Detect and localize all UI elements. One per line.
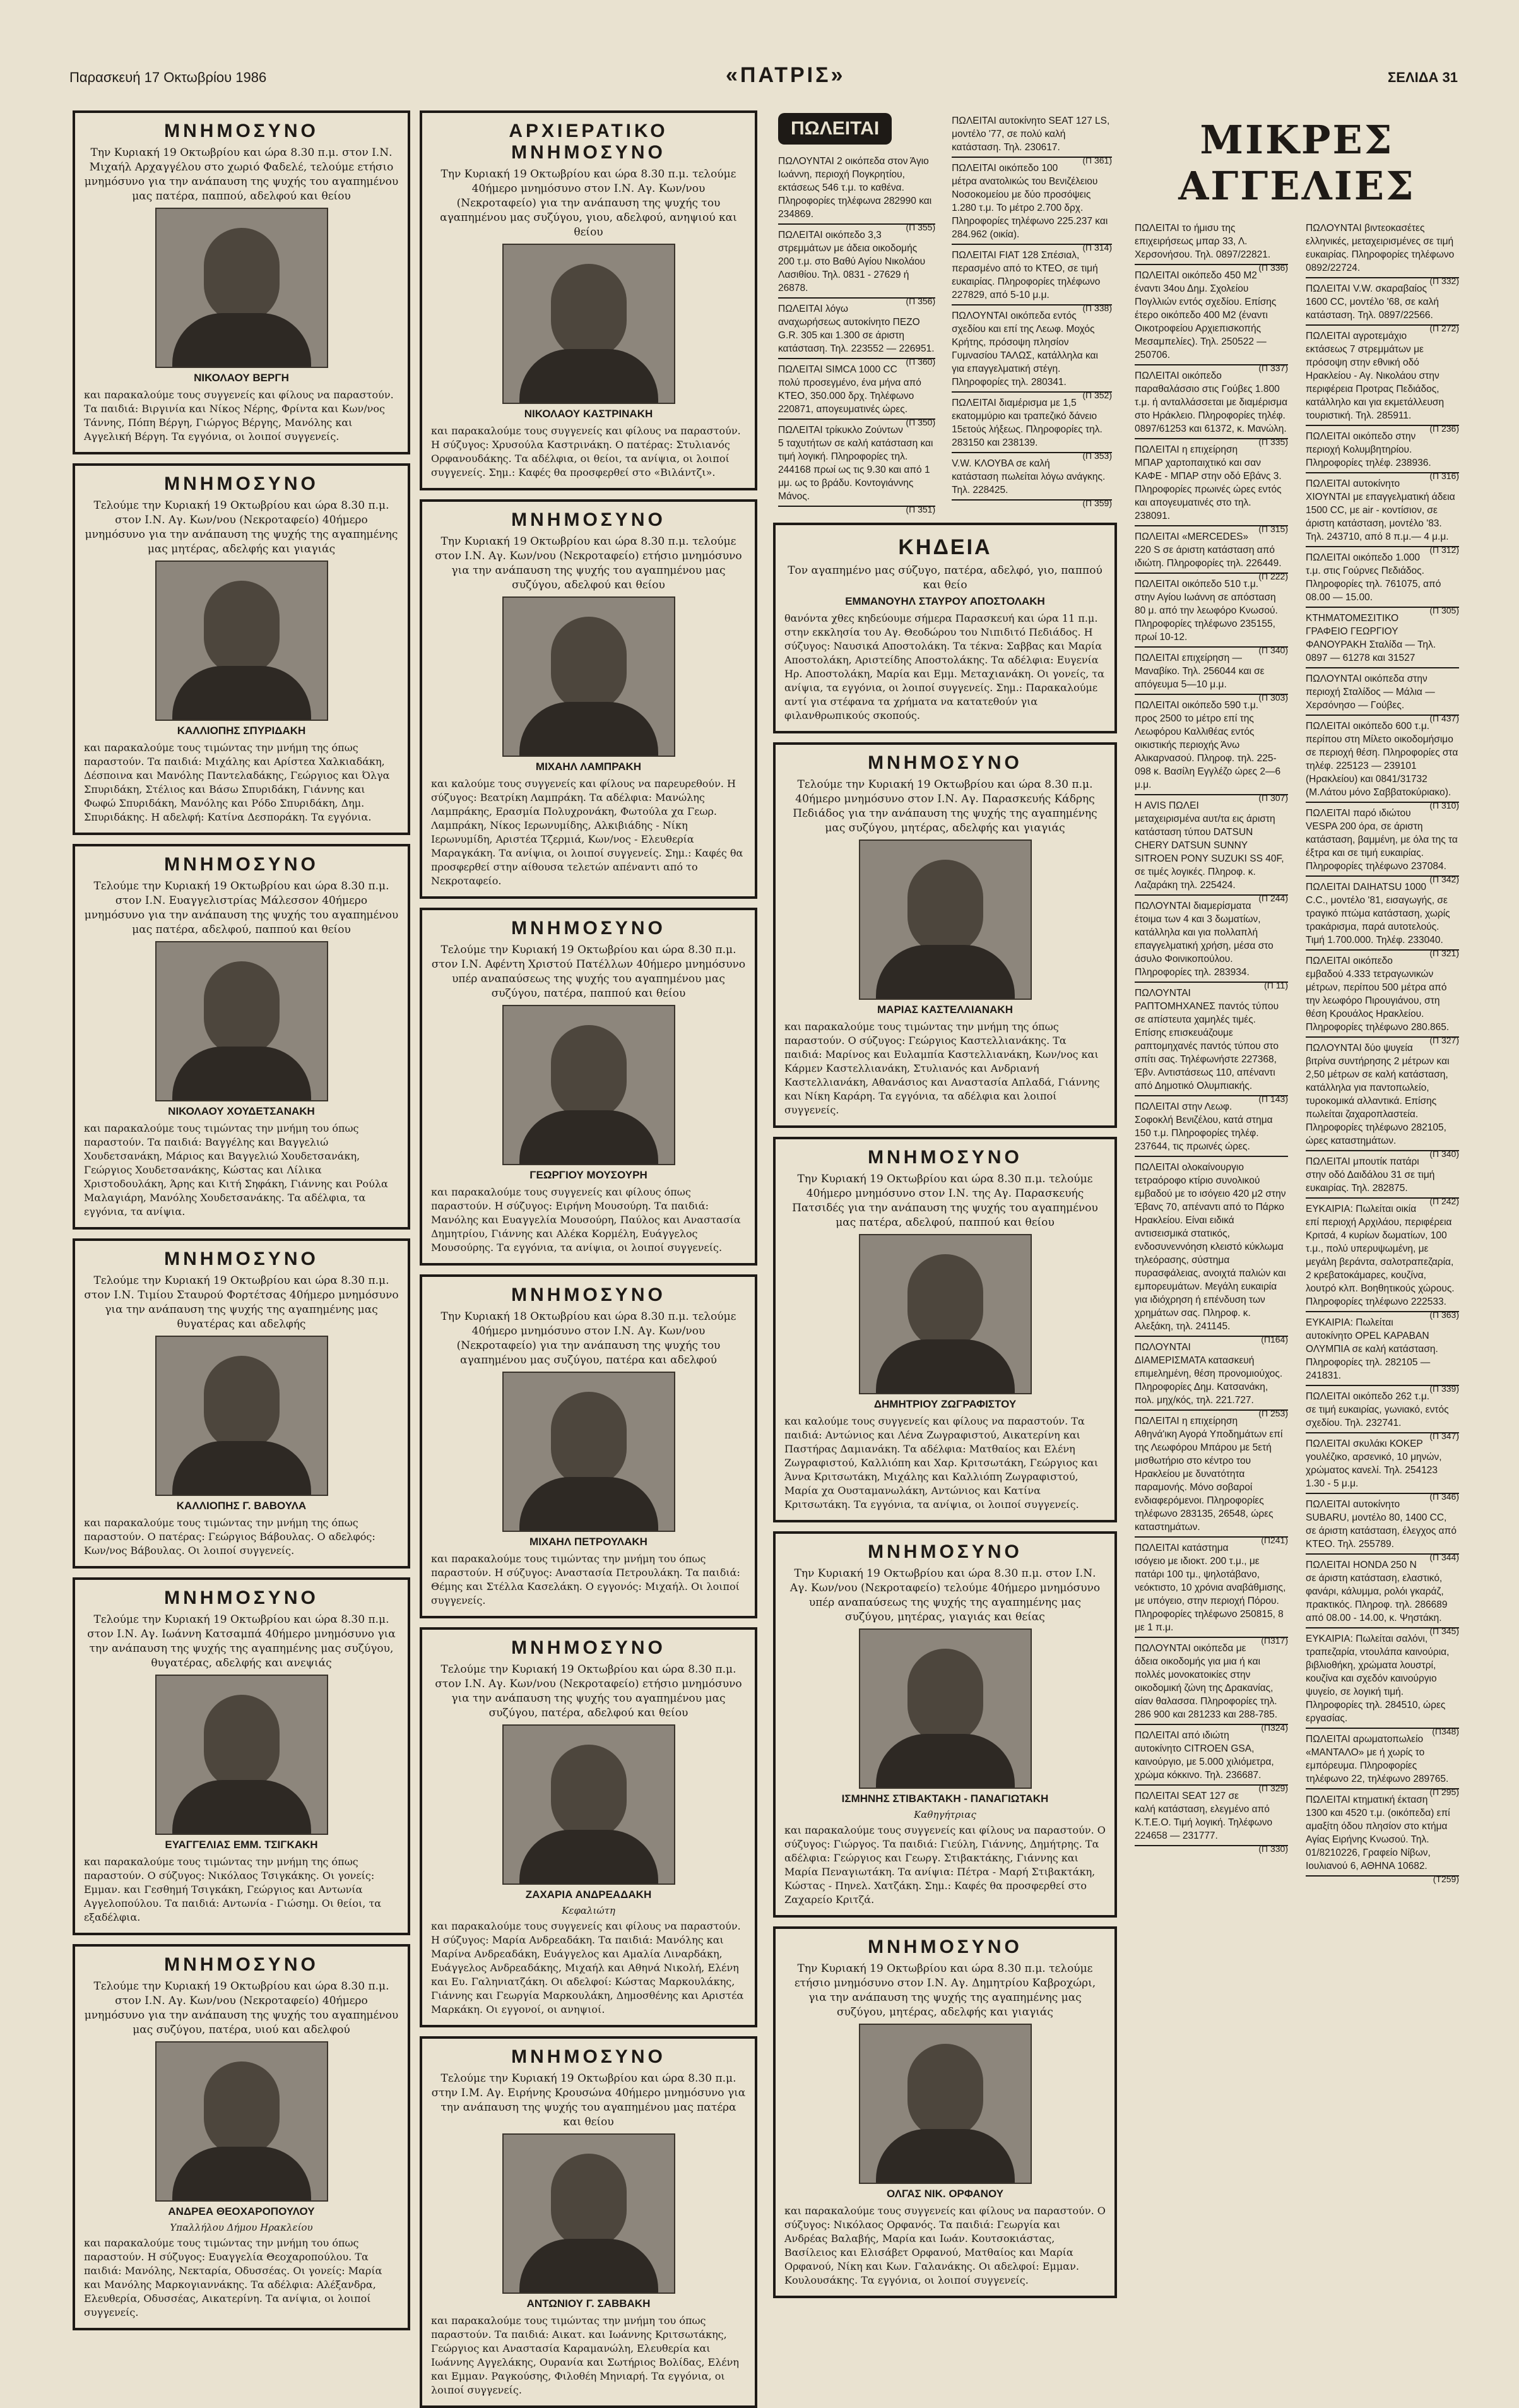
classified-text: ΠΩΛΕΙΤΑΙ οικόπεδο 510 τ.μ. στην Αγίου Ιωάννη σε απόσταση 80 μ. από την λεωφόρο Κνωσού. Πληροφορίες τηλέφωνο 235155, πρωί 10-12. [1135, 579, 1278, 643]
classified-code: (Π 351) [906, 504, 936, 514]
classified-code: (Π 340) [1429, 1149, 1459, 1159]
deceased-name: ΓΕΩΡΓΙΟΥ ΜΟΥΣΟΥΡΗ [529, 1169, 647, 1181]
memorial-intro: Την Κυριακή 19 Οκτωβρίου και ώρα 8.30 π.μ. στον Ι.Ν. Μιχαήλ Αρχαγγέλου στο χωριό Φαδελέ, τελούμε ετήσιο μνημόσυνο για την ανάπαυση της ψυχής του αγαπημένου μας πατέρα, παππού, αδελφού και θείου [84, 146, 399, 203]
portrait-head [907, 1254, 983, 1349]
classified-ad [1306, 668, 1459, 723]
deceased-title: Κεφαλιώτη [562, 1905, 615, 1916]
classified-text: ΠΩΛΕΙΤΑΙ FIAT 128 Σπέσιαλ, περασμένο από το ΚΤΕΟ, σε τιμή ευκαιρίας. Πληροφορίες τηλέφωνο 227829, από 5-10 μ.μ. [952, 250, 1101, 300]
classified-text: ΠΩΛΕΙΤΑΙ στην Λεωφ. Σοφοκλή Βενιζέλου, κατά στημα 150 τ.μ. Πληροφορίες τηλέφ. 237644, τις πρωινές ώρες. [1135, 1101, 1273, 1152]
portrait-head [551, 1745, 627, 1839]
ads-right [947, 110, 1117, 516]
classified-code: (Π 352) [1082, 390, 1112, 400]
memorial-notice [420, 499, 757, 899]
classified-code: (Π 339) [1429, 1384, 1459, 1394]
classified-code: (Π 437) [1429, 713, 1459, 723]
portrait-head [204, 581, 280, 675]
memorial-notice [420, 908, 757, 1266]
deceased-name: ΕΥΑΓΓΕΛΙΑΣ ΕΜΜ. ΤΣΙΓΚΑΚΗ [165, 1839, 318, 1851]
relatives-list: και παρακαλούμε τους τιμώντας την μνήμη της όπως παραστούν. Ο σύζυγος: Νικόλαος Τσιγκάκης. Οι γονείς: Εμμαν. και Γεσθημή Τσιγκάκη, Γεώργιος και Αντωνία Αγγελοπούλου. Τα παιδιά: Αντωνία - Γιώσημ. Οι θείοι, τα εξαδέλφια. [84, 1856, 382, 1923]
classified-code: (Π 242) [1429, 1196, 1459, 1206]
memorial-notice [420, 2036, 757, 2408]
funeral-relatives: θανόντα χθες κηδεύουμε σήμερα Παρασκευή και ώρα 11 π.μ. στην εκκλησία του Αγ. Θεοδώρου του Νιπιδιτό Πεδιάδος. Η σύζυγος: Ναυσικά Αποστολάκη. Τα τέκνα: Σαββας και Μαρία Αποστολάκη, Αριστείδης Αποστολάκης. Τα αδέλφια: Ευγενία Ηρ. Αποστολάκη, Μαρία και Εμμ. Μεταχιανάκη. Οι γονείς, τα ανίψια, τα εγγόνια, οι λοιποί συγγενείς. Σημ.: Παρακαλούμε αντί για στέφανα τα χρήματα να κατατεθούν για φιλανθρωπικούς σκοπούς. [784, 612, 1105, 721]
classified-ad [1306, 1628, 1459, 1736]
classified-code: (Π 342) [1429, 874, 1459, 884]
classified-code: (Π 307) [1258, 793, 1288, 803]
classified-text: ΠΩΛΕΙΤΑΙ λόγω αναχωρήσεως αυτοκίνητο ΠΕΖΟ G.R. 305 και 1.300 σε άριστη κατάσταση. Τηλ. 223552 — 226951. [778, 304, 935, 354]
classified-text: ΠΩΛΕΙΤΑΙ η επιχείρηση ΜΠΑΡ χαρτοπαιχτικό και σαν ΚΑΦΕ - ΜΠΑΡ στην οδό Εβάνς 3. Πληροφορίες πρωινές ώρες εντός και απογευματινές στο τηλ. 238091. [1135, 444, 1282, 521]
memorial-title: ΜΝΗΜΟΣΥΝΟ [511, 2046, 666, 2067]
classified-text: ΠΩΛΕΙΤΑΙ κτηματική έκταση 1300 και 4520 τ.μ. (οικόπεδα) επί αμαξίτη όδου πλησίον στο κτήμα Αγίας Ειρήνης Κνωσού. Τηλ. 01/8210226, Γραφείο Νίβων, Ιουλιανού 6, ΑΘΗΝΑ 10682. [1306, 1794, 1450, 1871]
deceased-name: ΝΙΚΟΛΑΟΥ ΒΕΡΓΗ [194, 372, 289, 384]
relatives-list: και παρακαλούμε τους τιμώντας την μνήμη της όπως παραστούν. Ο πατέρας: Γεώργιος Βάβουλας. Ο αδελφός: Κων/νος Βάβουλας. Οι λοιποί συγγενείς. [84, 1517, 375, 1557]
page-number: ΣΕΛΙΔΑ 31 [1388, 69, 1458, 85]
column-obituaries-1 [73, 110, 410, 2318]
classifieds-title: ΜΙΚΡΕΣ ΑΓΓΕΛΙΕΣ [1178, 117, 1416, 209]
memorial-intro: Τελούμε την Κυριακή 19 Οκτωβρίου και ώρα 8.30 π.μ. 40ήμερο μνημόσυνο στον Ι.Ν. Αγ. Παρασκευής Κάδρης Πεδιάδος για την ανάπαυση της ψυχής της αγαπημένης μας συζύγου, μητέρας, αδελφής και γιαγιάς [793, 778, 1097, 834]
classifieds-left [1130, 218, 1293, 1886]
classified-code: (Π 363) [1429, 1310, 1459, 1320]
classified-code: (Τ259) [1433, 1874, 1459, 1884]
classified-text: ΠΩΛΕΙΤΑΙ οικόπεδο παραθαλάσσιο στις Γούβες 1.800 τ.μ. ή ανταλλάσσεται με διαμέρισμα στο Ηράκλειο. Πληροφορίες τηλέφ. 0897/61253 και 61372, κ. Μανώλη. [1135, 371, 1288, 434]
classified-text: ΠΩΛΕΙΤΑΙ από ιδιώτη αυτοκίνητο CITROEN GSA, καινούργιο, με 5.000 χιλιόμετρα, χρώμα κόκκινο. Τηλ. 236687. [1135, 1730, 1274, 1781]
portrait-shoulders [519, 702, 658, 756]
portrait-shoulders [519, 1830, 658, 1883]
page-header [69, 63, 1458, 95]
portrait-head [204, 1695, 280, 1789]
classified-code: (Π 337) [1258, 363, 1288, 373]
classified-text: ΠΩΛΕΙΤΑΙ σκυλάκι ΚΟΚΕΡ γουλέζικο, αρσενικό, 10 μηνών, χρώματος κανελί. Τηλ. 254123 1.30 - 5 μ.μ. [1306, 1438, 1442, 1489]
classified-text: ΠΩΛΟΥΝΤΑΙ ΔΙΑΜΕΡΙΣΜΑΤΑ κατασκευή επιμελημένη, θέση προνομιούχος. Πληροφορίες Δημ. Κατσανάκη, πολ. μηχ/κός, τηλ. 221.727. [1135, 1342, 1283, 1406]
relatives-list: και παρακαλούμε τους τιμώντας την μνήμη της όπως παραστούν. Τα παιδιά: Μιχάλης και Αρίστεα Χαλκιαδάκη, Δέσποινα και Μανόλης Παντελαδάκης, Γεώργιος και Όλγα Σπυριδάκη, Στέλιος και Βάσω Σπυριδάκη, Γιάννης και Φωφώ Σπυριδάκη, Μανόλης και Ρόδο Σπυριδάκη, Δημ. Σπυριδάκης. Η αδελφή: Κατίνα Δεσποράκη. Τα εγγόνια. [84, 742, 390, 823]
deceased-name: ΝΙΚΟΛΑΟΥ ΧΟΥΔΕΤΣΑΝΑΚΗ [168, 1105, 315, 1117]
memorial-notice [73, 844, 410, 1230]
classified-code: (Π 244) [1258, 893, 1288, 903]
relatives-list: και καλούμε τους συγγενείς και φίλους να παραστούν. Τα παιδιά: Αντώνιος και Λένα Ζωγραφιστού, Αικατερίνη και Παστήρας Δαμιανάκη. Τα αδέλφια: Ματθαίος και Ελένη Ζωγραφιστού, Καλλιόπη και Χαρ. Κριτσωτάκη, Γεώργιος και Άννα Κριτσωτάκη, Μιχάλης και Καλλιόπη Ζωγραφιστού, Μαρία χα Ουσταμανωλάκη, Αντώνιος και Κατίνα Κριτσωτάκη. Τα εγγόνια, τα ανίψια, οι λοιποί συγγενείς. [784, 1415, 1099, 1510]
portrait-shoulders [876, 2129, 1015, 2183]
column-obituaries-2 [420, 110, 757, 2396]
portrait-photo [859, 839, 1032, 1000]
classified-code: (Π 347) [1429, 1431, 1459, 1441]
classified-text: ΕΥΚΑΙΡΙΑ: Πωλείται αυτοκίνητο OPEL ΚΑΡΑΒΑΝ ΟΛΥΜΠΙΑ σε καλή κατάσταση. Πληροφορίες τηλ. 282105 — 241831. [1306, 1317, 1438, 1381]
relatives-list: και παρακαλούμε τους συγγενείς και φίλους να παραστούν. Τα παιδιά: Βιργινία και Νίκος Νέρης, Φρίντα και Κων/νος Τάννης, Πόπη Βέργη, Γιώργος Βέργης, Μανόλης και Αγγελική Βέργη. Τα εγγόνια, οι λοιποί συγγενείς. [84, 389, 394, 442]
classified-ad [1135, 1411, 1288, 1545]
classified-code: (Π 222) [1258, 571, 1288, 581]
classified-text: ΠΩΛΕΙΤΑΙ οικόπεδο 450 Μ2 έναντι 34ου Δημ. Σχολείου Πογλλιών εντός σχεδίου. Επίσης έτερο οικόπεδο 400 Μ2 (έναντι Οικοτροφείου Αρχιεπισκοπής Μεσαμπελίες). Τηλ. 250522 — 250706. [1135, 270, 1277, 360]
portrait-photo [502, 1005, 675, 1165]
classified-code: (Π 314) [1082, 242, 1112, 252]
memorial-intro: Την Κυριακή 19 Οκτωβρίου και ώρα 8.30 π.μ. τελούμε ετήσιο μνημόσυνο στον Ι.Ν. Αγ. Δημητρίου Καβροχώρι, για την ανάπαυση της ψυχής της αγαπημένης μας συζύγου, μητέρας, αδελφής και γιαγιάς [794, 1962, 1096, 2019]
portrait-head [551, 617, 627, 711]
classified-text: ΠΩΛΕΙΤΑΙ «MERCEDES» 220 S σε άριστη κατάσταση από ιδιώτη. Πληροφορίες τηλ. 226449. [1135, 531, 1282, 569]
classified-text: ΠΩΛΕΙΤΑΙ οικόπεδο 262 τ.μ. σε τιμή ευκαιρίας, γωνιακό, εντός σχεδίου. Τηλ. 232741. [1306, 1391, 1449, 1428]
classified-ad [1306, 1199, 1459, 1320]
classified-text: ΚΤΗΜΑΤΟΜΕΣΙΤΙΚΟ ΓΡΑΦΕΙΟ ΓΕΩΡΓΙΟΥ ΦΑΝΟΥΡΑΚΗ Σταλίδα — Τηλ. 0897 — 61278 και 31527 [1306, 613, 1436, 663]
classified-code: (Π 272) [1429, 323, 1459, 333]
memorial-title: ΜΝΗΜΟΣΥΝΟ [511, 509, 666, 530]
portrait-head [551, 264, 627, 359]
classified-code: (Π 345) [1429, 1626, 1459, 1636]
portrait-shoulders [172, 1047, 311, 1100]
memorial-intro: Την Κυριακή 19 Οκτωβρίου και ώρα 8.30 π.μ. τελούμε 40ήμερο μνημόσυνο στον Ι.Ν. Αγ. Κων/νου (Νεκροταφείο) για την ανάπαυση της ψυχής του αγαπημένου μας συζύγου, γιου, αδελφού, ανηψιού και θείου [440, 168, 737, 239]
portrait-shoulders [172, 1780, 311, 1834]
portrait-photo [155, 560, 328, 721]
memorial-notice [773, 742, 1117, 1128]
classified-code: (Π 338) [1082, 303, 1112, 313]
portrait-shoulders [172, 313, 311, 367]
classified-code: (Π348) [1432, 1726, 1459, 1736]
classified-text: ΠΩΛΕΙΤΑΙ οικόπεδο στην περιοχή Κολυμβητηρίου. Πληροφορίες τηλέφ. 238936. [1306, 431, 1431, 468]
classified-text: ΠΩΛΟΥΝΤΑΙ οικόπεδα με άδεια οικοδομής για μια ή και πολλές μονοκατοικίες στην οικοδομική ζώνη της Δρακανίας, αίαν θαλασσα. Πληροφορίες τηλ. 286 900 και 281233 και 288-785. [1135, 1643, 1278, 1720]
classified-text: ΠΩΛΟΥΝΤΑΙ ΡΑΠΤΟΜΗΧΑΝΕΣ παντός τύπου σε απίστευτα χαμηλές τιμές. Επίσης επισκευάζουμε ραπτομηχανές παντός τύπου στο σπίτι σας. Τηλέφωνήστε 227368, Έβν. Αντιστάσεως 110, απέναντι από Δημοτικό Ολυμπιακής. [1135, 988, 1279, 1091]
portrait-shoulders [172, 666, 311, 720]
classified-code: (Π 315) [1258, 524, 1288, 534]
memorial-intro: Τελούμε την Κυριακή 19 Οκτωβρίου και ώρα 8.30 π.μ. στον Ι.Ν. Αφέντη Χριστού Πατέλλων 40ήμερο μνημόσυνο υπέρ αναπαύσεως της ψυχής του αγαπημένου μας συζύγου, πατέρα, παππού και θείου [431, 944, 746, 1000]
portrait-photo [502, 2133, 675, 2294]
portrait-head [204, 2061, 280, 2156]
memorial-intro: Την Κυριακή 18 Οκτωβρίου και ώρα 8.30 π.μ. τελούμε 40ήμερο μνημόσυνο στον Ι.Ν. Αγ. Κων/νου (Νεκροταφείο) για την ανάπαυση της ψυχής του αγαπημένου μας συζύγου, πατέρα και αδελφού [440, 1310, 736, 1367]
funeral-notice [773, 523, 1117, 733]
memorial-intro: Τελούμε την Κυριακή 19 Οκτωβρίου και ώρα 8.30 π.μ. στον Ι.Ν. Αγ. Κων/νου (Νεκροταφείο) 40ήμερο μνημόσυνο για την ανάπαυση της ψυχής του αγαπημένου μας συζύγου, πατέρα, υιού και αδελφού [84, 1980, 399, 2036]
memorial-intro: Τελούμε την Κυριακή 19 Οκτωβρίου και ώρα 8.30 π.μ. στον Ι.Ν. Αγ. Κων/νου (Νεκροταφείο) 40ήμερο μνημόσυνο για την ανάπαυση της ψυχής της αγαπημένης μας μητέρας, αδελφής και γιαγιάς [85, 499, 398, 555]
portrait-photo [155, 941, 328, 1101]
classified-ad [1306, 1789, 1459, 1884]
classified-ad [952, 158, 1112, 252]
deceased-name: ΜΙΧΑΗΛ ΠΕΤΡΟΥΛΑΚΗ [529, 1536, 647, 1548]
memorial-title: ΜΝΗΜΟΣΥΝΟ [511, 918, 666, 939]
relatives-list: και παρακαλούμε τους συγγενείς και φίλους όπως παραστούν. Η σύζυγος: Ειρήνη Μουσούρη. Τα παιδιά: Μανόλης και Ευαγγελία Μουσούρη, Παύλος και Αναστασία Δημητρίου, Γιάννης και Αλέκα Κορμέλη, Ευάγγελος Μουσούρης. Τα εγγόνια, τα ανίψια, οι λοιποί συγγενείς. [431, 1186, 741, 1254]
memorial-title: ΜΝΗΜΟΣΥΝΟ [868, 1541, 1022, 1562]
relatives-list: και παρακαλούμε τους τιμώντας την μνήμη της όπως παραστούν. Ο σύζυγος: Γεώργιος Καστελλιανάκης. Τα παιδιά: Μαρίνος και Ευλαμπία Καστελλιανάκη, Κων/νος και Κάρμεν Καστελλιανάκη, Στυλιανός και Ανδριανή Καστελλιανάκη, Αθανάσιος και Αναστασία Απλαδά, Γιάννης και Νίκη Καράρη. Τα εγγόνια, τα αδέλφια και λοιποί συγγενείς. [784, 1021, 1100, 1116]
column-ads-and-notices [773, 110, 1117, 2286]
memorial-notice [73, 463, 410, 835]
memorial-title: ΜΝΗΜΟΣΥΝΟ [164, 1248, 319, 1269]
deceased-name: ΙΣΜΗΝΗΣ ΣΤΙΒΑΚΤΑΚΗ - ΠΑΝΑΓΙΩΤΑΚΗ [841, 1793, 1049, 1805]
relatives-list: και παρακαλούμε τους τιμώντας την μνήμη του όπως παραστούν. Η σύζυγος: Ευαγγελία Θεοχαροπούλου. Τα παιδιά: Μανόλης, Νεκταρία, Οδυσσέας. Οι γονείς: Μαρία και Μανόλης Μαρκογιαννάκης. Τα αδέλφια: Αλέξανδρα, Ελευθερία, Οδυσσέας, Αικατερίνη. Τα ανίψια, οι λοιποί συγγενείς. [84, 2237, 382, 2318]
classified-text: ΠΩΛΕΙΤΑΙ DAIHATSU 1000 C.C., μοντέλο '81, εισαγωγής, σε τραγικό πτώμα κατάσταση, χωρίς τρακάρισμα, παρά αυτοτελούς. Τιμή 1.700.000. Τηλέφ. 233040. [1306, 882, 1450, 946]
classified-text: Η AVIS ΠΩΛΕΙ μεταχειρισμένα αυτ/τα εις άριστη κατάσταση τύπου DATSUN CHERY DATSUN SUNNY SITROEN PONY SUZUKI SS 40F, σε τιμές λογικές. Πληροφ. κ. Λαζαράκη τηλ. 225424. [1135, 800, 1284, 891]
classified-text: ΠΩΛΟΥΝΤΑΙ 2 οικόπεδα στον Άγιο Ιωάννη, περιοχή Πογκρητίου, εκτάσεως 546 τ.μ. το καθένα. Πληροφορίες τηλέφωνα 282990 και 234869. [778, 156, 932, 220]
classified-code: (Π 340) [1258, 645, 1288, 655]
classified-ad [1306, 326, 1459, 434]
classified-code: (Π 330) [1258, 1844, 1288, 1854]
classified-code: (Π 321) [1429, 948, 1459, 958]
memorial-title: ΜΝΗΜΟΣΥΝΟ [511, 1284, 666, 1305]
portrait-shoulders [519, 1477, 658, 1531]
memorial-title: ΜΝΗΜΟΣΥΝΟ [164, 473, 319, 494]
classified-ad [1306, 951, 1459, 1045]
classified-code: (Π 316) [1429, 471, 1459, 481]
classifieds-right [1301, 218, 1464, 1886]
classified-code: (Π 336) [1258, 263, 1288, 273]
classified-text: ΠΩΛΕΙΤΑΙ V.W. σκαραβαίος 1600 CC, μοντέλο '68, σε καλή κατάσταση. Τηλ. 0897/22566. [1306, 283, 1439, 321]
deceased-name: ΔΗΜΗΤΡΙΟΥ ΖΩΓΡΑΦΙΣΤΟΥ [873, 1398, 1017, 1410]
portrait-shoulders [519, 2239, 658, 2292]
memorial-notice [420, 1274, 757, 1618]
classified-text: ΠΩΛΕΙΤΑΙ οικόπεδο 100 μέτρα ανατολικώς του Βενιζέλειου Νοσοκομείου με δύο προσόψεις 1.280 τ.μ. Το μέτρο 2.700 δρχ. Πληροφορίες τηλέφωνο 225.237 και 284.962 (οικία). [952, 163, 1108, 240]
classified-text: ΠΩΛΕΙΤΑΙ HONDA 250 N σε άριστη κατάσταση, ελαστικό, φανάρι, κάλυμμα, ρολόι γκαράζ, πρακτικός. Πληροφ. τηλ. 286689 από 08.00 - 14.00, κ. Ψηστάκη. [1306, 1560, 1448, 1623]
memorial-title: ΜΝΗΜΟΣΥΝΟ [868, 1147, 1022, 1168]
classified-code: (Π 327) [1429, 1035, 1459, 1045]
ads-top-row [773, 110, 1117, 516]
classified-code: (Π 344) [1429, 1552, 1459, 1562]
memorial-intro: Τελούμε την Κυριακή 19 Οκτωβρίου και ώρα 8.30 π.μ. στον Ι.Ν. Τιμίου Σταυρού Φορτέτσας 40ήμερο μνημόσυνο για την ανάπαυση της ψυχής της αγαπημένης μας θυγατέρας και αδελφής [84, 1274, 399, 1331]
deceased-name: ΚΑΛΛΙΟΠΗΣ Γ. ΒΑΒΟΥΛΑ [176, 1500, 307, 1512]
classified-code: (Π164) [1261, 1334, 1288, 1344]
classified-code: (Π 295) [1429, 1787, 1459, 1797]
classified-text: ΠΩΛΕΙΤΑΙ αυτοκίνητο ΧΙΟΥΝΤΑΙ με επαγγελματική άδεια 1500 CC, με air - κοντίσιον, σε άριστη κατάσταση, μοντέλο '83. Τηλ. 243710, από 8 π.μ.— 4 μ.μ. [1306, 478, 1455, 542]
memorial-title: ΜΝΗΜΟΣΥΝΟ [164, 854, 319, 875]
ads-left [773, 110, 940, 516]
classified-ad [1306, 473, 1459, 555]
funeral-intro: Τον αγαπημένο μας σύζυγο, πατέρα, αδελφό, γιο, παππού και θείο [788, 564, 1102, 591]
memorial-notice [73, 110, 410, 454]
classified-code: (Π324) [1261, 1723, 1288, 1733]
deceased-title: Υπαλλήλου Δήμου Ηρακλείου [170, 2222, 313, 2233]
classified-ad [1135, 896, 1288, 990]
portrait-photo [502, 1372, 675, 1532]
classified-code: (Π 305) [1429, 605, 1459, 615]
classified-ad [1135, 218, 1288, 273]
classified-text: ΠΩΛΕΙΤΑΙ αυτοκίνητο SUBARU, μοντέλο 80, 1400 CC, σε άριστη κατάσταση, έλεγχος από ΚΤΕΟ. Τηλ. 255789. [1306, 1499, 1457, 1550]
classified-code: (Π 11) [1264, 980, 1288, 990]
classified-ad [1135, 439, 1288, 534]
deceased-name: ΑΝΔΡΕΑ ΘΕΟΧΑΡΟΠΟΥΛΟΥ [168, 2205, 315, 2217]
classified-text: ΠΩΛΕΙΤΑΙ SEAT 127 σε καλή κατάσταση, ελεγμένο από Κ.Τ.Ε.Ο. Τιμή λογική. Τηλέφωνο 224658 — 231777. [1135, 1791, 1273, 1841]
classified-ad [1306, 1555, 1459, 1636]
memorial-title: ΜΝΗΜΟΣΥΝΟ [164, 121, 319, 141]
relatives-list: και παρακαλούμε τους τιμώντας την μνήμη του όπως παραστούν. Τα παιδιά: Αικατ. και Ιωάννης Κριτσωτάκης, Γεώργιος και Αναστασία Καραμανώλη, Ελευθερία και Ιωάννης Αγγελάκης, Ουρανία και Σωτήριος Βολίδας, Ελένη και Εμμαν. Ραγκούσης, Φιλοθέη Μηνιαρή. Τα εγγόνια, οι λοιποί συγγενείς. [431, 2315, 739, 2396]
classified-text: ΠΩΛΕΙΤΑΙ οικόπεδο 3,3 στρεμμάτων με άδεια οικοδομής 200 τ.μ. στο Βαθύ Αγίου Νικολάου Λασιθίου. Τηλ. 0831 - 27629 ή 26878. [778, 230, 926, 294]
memorial-title: ΜΝΗΜΟΣΥΝΟ [164, 1954, 319, 1975]
deceased-name: ΚΑΛΛΙΟΠΗΣ ΣΠΥΡΙΔΑΚΗ [177, 725, 306, 737]
classified-text: ΠΩΛΟΥΝΤΑΙ βιντεοκασέτες ελληνικές, μεταχειρισμένες σε τιμή ευκαιρίας. Πληροφορίες τηλέφωνο 0892/22724. [1306, 223, 1455, 273]
classified-ad [1135, 983, 1288, 1104]
classified-code: (Π 350) [906, 417, 936, 427]
portrait-photo [859, 1628, 1032, 1789]
portrait-photo [155, 2041, 328, 2202]
memorial-notice [773, 1137, 1117, 1522]
portrait-photo [155, 1675, 328, 1835]
classified-code: (Π 310) [1429, 800, 1459, 810]
classified-ad [1306, 218, 1459, 286]
deceased-name: ΖΑΧΑΡΙΑ ΑΝΔΡΕΑΔΑΚΗ [525, 1889, 652, 1901]
memorial-title: ΜΝΗΜΟΣΥΝΟ [164, 1587, 319, 1608]
memorial-intro: Την Κυριακή 19 Οκτωβρίου και ώρα 8.30 π.μ. στον Ι.Ν. Αγ. Κων/νου (Νεκροταφείο) τελούμε 40ήμερο μνημόσυνο υπέρ αναπαύσεως της ψυχής της αγαπημένης μας συζύγου, μητέρας, γιαγιάς και θείας [789, 1567, 1101, 1623]
relatives-list: και καλούμε τους συγγενείς και φίλους να παρευρεθούν. Η σύζυγος: Βεατρίκη Λαμπράκη. Τα αδέλφια: Μανώλης Λαμπράκης, Ερασμία Πολυχρονάκη, Φωτούλα χα Γεωρ. Λαμπράκη, Νίκος Ιερωνυμίδης, Αλκιβιάδης - Νίκη Ιερωνυμίδη, Αριστέα Τζερμιά, Κων/νος - Ελευθερία Μαραγκάκη. Τα ανίψια, οι λοιποί συγγενείς. Σημ.: Καφές θα προσφερθεί στην αίθουσα τελετών απέναντι από το Νεκροταφείο. [431, 778, 743, 887]
classified-code: (Π 361) [1082, 155, 1112, 165]
classified-text: ΠΩΛΕΙΤΑΙ ολοκαίνουργιο τετραόροφο κτίριο συνολικού εμβαδού με το ισόγειο 420 μ2 στην Έβανς 70, απέναντι από το Πάρκο Ηρακλείου. Είναι ειδικά αντισεισμικά στατικός, ενδοσυνεννόηση κλειστό κύκλωμα τηλεόρασης, σύστημα πυρασφάλειας, ανοιχτά παλιών και εμπορευμάτων. Μεγάλη ευκαιρία για ιδιόχρηση ή επένδυση των χρημάτων σας. Πληροφ. κ. Αλεξάκη, τηλ. 241145. [1135, 1162, 1286, 1332]
classified-text: ΠΩΛΟΥΝΤΑΙ διαμερίσματα έτοιμα των 4 και 3 δωματίων, κατάλληλα και για πολλαπλή επαγγελματική χρήση, μέσα στο άσυλο Φοινικοπούλου. Πληροφορίες τηλ. 283934. [1135, 901, 1274, 978]
deceased-name: ΝΙΚΟΛΑΟΥ ΚΑΣΤΡΙΝΑΚΗ [524, 408, 653, 420]
portrait-head [551, 1025, 627, 1120]
classified-ad [1306, 1038, 1459, 1159]
portrait-shoulders [876, 1339, 1015, 1393]
classified-ad [952, 110, 1112, 165]
memorial-intro: Τελούμε την Κυριακή 19 Οκτωβρίου και ώρα 8.30 π.μ. στην Ι.Μ. Αγ. Ειρήνης Κρουσώνα 40ήμερο μνημόσυνο για την ανάπαυση της ψυχής του αγαπημένου μας πατέρα και θείου [431, 2072, 746, 2128]
portrait-head [907, 1649, 983, 1743]
classified-ad [778, 151, 936, 232]
portrait-shoulders [172, 2147, 311, 2200]
classified-ad [1306, 716, 1459, 810]
deceased-name: ΟΛΓΑΣ ΝΙΚ. ΟΡΦΑΝΟΥ [886, 2188, 1004, 2200]
classified-ad [778, 420, 936, 514]
classified-code: (Π 360) [906, 357, 936, 367]
classified-text: ΠΩΛΕΙΤΑΙ η επιχείρηση Αθηνά'ικη Αγορά Υποδημάτων επί της Λεωφόρου Μπάρου με 5ετή μισθωτήριο στο κέντρο του Ηρακλείου με δυνατότητα παραμονής. Μόνο σοβαροί ενδιαφερόμενοι. Πληροφορίες τηλέφωνο 283135, 26548, ώρες καταστημάτων. [1135, 1416, 1283, 1533]
portrait-shoulders [876, 1734, 1015, 1788]
classified-text: ΠΩΛΕΙΤΑΙ το ήμισυ της επιχειρήσεως μπαρ 33, Λ. Χερσονήσου. Τηλ. 0897/22821. [1135, 223, 1271, 260]
classified-ad [1135, 265, 1288, 373]
classified-ad [1306, 803, 1459, 884]
memorial-intro: Την Κυριακή 19 Οκτωβρίου και ώρα 8.30 π.μ. τελούμε στον Ι.Ν. Αγ. Κων/νου (Νεκροταφείο) ετήσιο μνημόσυνο για την ανάπαυση της ψυχής του αγαπημένου μας συζύγου, αδελφού και θείου [435, 535, 742, 591]
classified-text: ΠΩΛΕΙΤΑΙ οικόπεδο εμβαδού 4.333 τετραγωνικών μέτρων, περίπου 500 μέτρα από την λεωφόρο Πιρουγιάνου, στη θέση Κρουάλος Ηρακλείου. Πληροφορίες τηλέφωνο 280.865. [1306, 956, 1450, 1033]
column-classifieds [1130, 110, 1464, 2225]
relatives-list: και παρακαλούμε τους τιμώντας την μνήμη του όπως παραστούν. Η σύζυγος: Αναστασία Πετρουλάκη. Τα παιδιά: Θέμης και Στέλλα Κασελάκη. Ο εγγονός: Μιχαήλ. Οι λοιποί συγγενείς. [431, 1553, 740, 1606]
memorial-intro: Την Κυριακή 19 Οκτωβρίου και ώρα 8.30 π.μ. τελούμε 40ήμερο μνημόσυνο στον Ι.Ν. της Αγ. Παρασκευής Πατσιδές για την ανάπαυση της ψυχής του αγαπημένου μας πατέρα, αδελφού, παππού και θείου [792, 1173, 1098, 1229]
classified-text: ΠΩΛΟΥΝΤΑΙ δύο ψυγεία βιτρίνα συντήρησης 2 μέτρων και 2,50 μέτρων σε καλή κατάσταση, κατάλληλα για παντοπωλείο, τυροκομικά αλλαντικά. Επίσης πωλείται ζαχαροπλαστεία. Πληροφορίες τηλέφωνο 282105, ώρες καταστημάτων. [1306, 1043, 1450, 1146]
portrait-photo [155, 208, 328, 368]
memorial-boxes-3 [773, 742, 1117, 2298]
classified-code: (Π 356) [906, 296, 936, 306]
classified-ad [952, 305, 1112, 400]
classified-ad [1135, 1337, 1288, 1418]
classified-ad [1306, 877, 1459, 958]
portrait-photo [502, 244, 675, 404]
classified-text: ΠΩΛΕΙΤΑΙ τρίκυκλο Ζούντων 5 ταχυτήτων σε καλή κατάσταση και τιμή λογική. Πληροφορίες τηλ. 244168 πρωί ως τις 9.30 και από 1 μμ. ως το βράδυ. Κοντογιάννης Μάνος. [778, 425, 933, 502]
memorial-notice [73, 1577, 410, 1935]
portrait-head [204, 228, 280, 323]
classified-text: ΠΩΛΕΙΤΑΙ παρό ιδιώτου VESPA 200 όρα, σε άριστη κατάσταση, βαμμένη, με όλα της τα έξτρα και σε τιμή ευκαιρίας. Πληροφορίες τηλέφωνο 237084. [1306, 808, 1458, 872]
memorial-title: ΜΝΗΜΟΣΥΝΟ [868, 1936, 1022, 1957]
classified-text: V.W. ΚΛΟΥΒΑ σε καλή κατάσταση πωλείται λόγω ανάγκης. Τηλ. 228425. [952, 458, 1106, 495]
classified-text: ΠΩΛΕΙΤΑΙ αρωματοπωλείο «ΜΑΝΤΑΛΟ» με ή χωρίς το εμπόρευμα. Πληροφορίες τηλέφωνο 22, τηλέφωνο 289765. [1306, 1734, 1449, 1784]
memorial-notice [773, 1531, 1117, 1918]
funeral-name: ΕΜΜΑΝΟΥΗΛ ΣΤΑΥΡΟΥ ΑΠΟΣΤΟΛΑΚΗ [845, 595, 1045, 607]
classified-code: (Π 143) [1258, 1094, 1288, 1104]
classified-ad [1135, 1638, 1288, 1733]
relatives-list: και παρακαλούμε τους συγγενείς και φίλους να παραστούν. Ο σύζυγος: Νικόλαος Ορφανός. Τα παιδιά: Γεωργία και Ανδρέας Βαλαβής, Μαρία και Ιωάν. Κουτσοκιάστας, Βασίλειος και Ελισάβετ Ορφανού, Ματθαίος και Μαρία Ορφανού, Νίκη και Κων. Γαλανάκης. Οι αδελφοί: Εμμαν. Κουλουσάκης. Τα εγγόνια, οι λοιποί συγγενείς. [784, 2205, 1106, 2286]
classified-ad [1135, 365, 1288, 447]
portrait-head [204, 961, 280, 1056]
classified-code: (Π241) [1261, 1535, 1288, 1545]
classified-text: ΠΩΛΕΙΤΑΙ οικόπεδο 590 τ.μ. προς 2500 το μέτρο επί της Λεωφόρου Καλλιθέας εντός οικιστικής περιοχής Άνω Αλικαρνασού. Πληροφ. τηλ. 225-098 κ. Βασίλη Εγγλέζο ώρες 2—6 μ.μ. [1135, 700, 1281, 790]
classified-text: ΠΩΛΕΙΤΑΙ μπουτίκ πατάρι στην οδό Δαιδάλου 31 σε τιμή ευκαιρίας. Τηλ. 282875. [1306, 1156, 1435, 1194]
classified-code: (Π 236) [1429, 424, 1459, 434]
relatives-list: και παρακαλούμε τους συγγενείς και φίλους να παραστούν. Η σύζυγος: Χρυσούλα Καστρινάκη. Ο πατέρας: Στυλιανός Ορφανουδάκης. Τα αδέλφια, οι θείοι, τα ανίψια, οι λοιποί συγγενείς. Σημ.: Καφές θα προσφερθεί στο «Βιλάντζι». [431, 425, 741, 478]
classified-code: (Π317) [1261, 1635, 1288, 1646]
portrait-photo [502, 1724, 675, 1885]
deceased-name: ΜΙΧΑΗΛ ΛΑΜΠΡΑΚΗ [535, 761, 642, 773]
portrait-photo [502, 596, 675, 757]
portrait-photo [859, 1234, 1032, 1394]
classified-code: (Π 346) [1429, 1492, 1459, 1502]
funeral-title: ΚΗΔΕΙΑ [898, 535, 992, 559]
memorial-title: ΜΝΗΜΟΣΥΝΟ [868, 752, 1022, 773]
portrait-head [551, 1392, 627, 1486]
classified-text: ΠΩΛΕΙΤΑΙ κατάστημα ισόγειο με ιδιοκτ. 200 τ.μ., με πατάρι 100 τμ., ψηλοτάβανο, νεόκτιστο, 10 χρόνια αναβάθμισης, με υπόγειο, στην περιοχή Πόρου. Πληροφορίες τηλέφωνο 250815, 8 με 1 π.μ. [1135, 1543, 1286, 1633]
memorial-intro: Τελούμε την Κυριακή 19 Οκτωβρίου και ώρα 8.30 π.μ. στον Ι.Ν. Ευαγγελιστρίας Μάλεσσον 40ήμερο μνημόσυνο για την ανάπαυση της ψυχής του αγαπημένου μας πατέρα, αδελφού, παππού και θείου [84, 880, 399, 936]
classified-code: (Π 312) [1429, 545, 1459, 555]
classified-text: ΠΩΛΟΥΝΤΑΙ οικόπεδα στην περιοχή Σταλίδος — Μάλια — Χερσόνησο — Γούβες. [1306, 673, 1435, 711]
classified-text: ΠΩΛΕΙΤΑΙ SIMCA 1000 CC πολύ προσεγμένο, ένα μήνα από ΚΤΕΟ, 350.000 δρχ. Τηλέφωνο 220871, απογευματινές ώρες. [778, 364, 921, 415]
portrait-head [907, 860, 983, 954]
memorial-notice [73, 1238, 410, 1569]
relatives-list: και παρακαλούμε τους τιμώντας την μνήμη του όπως παραστούν. Τα παιδιά: Βαγγέλης και Βαγγελιώ Χουδετσανάκη, Μάριος και Βαγγελιώ Χουδετσανάκη, Γεώργιος Χουδετσανάκης, Κώστας και Λίλικα Χριστοδουλάκη, Άρης και Κιτή Σηφάκη, Γιάννης και Ρούλα Μαλαγιάρη, Μανόλης Χουδετσανάκης. Τα αδέλφια, τα εγγόνια, τα ανίψια. [84, 1122, 388, 1218]
classified-ad [1135, 1157, 1288, 1344]
portrait-shoulders [519, 349, 658, 403]
classified-text: ΠΩΛΕΙΤΑΙ οικόπεδο 1.000 τ.μ. στις Γούρνες Πεδιάδος. Πληροφορίες τηλ. 761075, από 08.00 — 15.00. [1306, 552, 1441, 603]
classified-code: (Π 353) [1082, 451, 1112, 461]
classified-ad [1135, 695, 1288, 803]
classified-code: (Π 253) [1258, 1408, 1288, 1418]
memorial-intro: Τελούμε την Κυριακή 19 Οκτωβρίου και ώρα 8.30 π.μ. στον Ι.Ν. Αγ. Κων/νου (Νεκροταφείο) ετήσιο μνημόσυνο για την ανάπαυση της ψυχής του αγαπημένου μας συζύγου, πατέρα, αδελφού και θείου [435, 1663, 742, 1719]
classified-code: (Π 335) [1258, 437, 1288, 447]
classified-text: ΕΥΚΑΙΡΙΑ: Πωλείται σαλόνι, τραπεζαρία, ντουλάπα καινούρια, βιβλιοθήκη, χρώματα λουστρί, κουζίνα και σχεδόν καινούργιο ψυγείο, σε λογική τιμή. Πληροφορίες τηλ. 284510, ώρες εργασίας. [1306, 1634, 1450, 1724]
portrait-head [551, 2154, 627, 2248]
section-badge: ΠΩΛΕΙΤΑΙ [778, 113, 892, 145]
memorial-notice [773, 1926, 1117, 2298]
portrait-head [204, 1356, 280, 1450]
portrait-shoulders [172, 1441, 311, 1495]
classified-ad [1135, 795, 1288, 903]
portrait-shoulders [519, 1110, 658, 1164]
classified-code: (Π 329) [1258, 1783, 1288, 1793]
deceased-name: ΑΝΤΩΝΙΟΥ Γ. ΣΑΒΒΑΚΗ [526, 2298, 651, 2310]
classified-code: (Π 303) [1258, 692, 1288, 703]
memorial-notice [420, 110, 757, 490]
memorial-intro: Τελούμε την Κυριακή 19 Οκτωβρίου και ώρα 8.30 π.μ. στον Ι.Ν. Αγ. Ιωάννη Κατσαμπά 40ήμερο μνημόσυνο για την ανάπαυση της ψυχής της αγαπημένης μας συζύγου, θυγατέρας, αδελφής και ανεψιάς [87, 1613, 396, 1670]
memorial-notice [420, 1627, 757, 2027]
relatives-list: και παρακαλούμε τους συγγενείς και φίλους να παραστούν. Η σύζυγος: Μαρία Ανδρεαδάκη. Τα παιδιά: Μανόλης και Μαρίνα Ανδρεαδάκη, Ευάγγελος και Αμαλία Λιναρδάκη, Ευάγγελος Ανδρεαδάκης, Μιχαήλ και Αθηνά Νικολή, Ελένη και Ευ. Γαληνιατζάκη. Οι αδελφοί: Κώστας Μαρκουλάκης, Γιάννης και Γεωργία Μαρκουλάκη, Δημοσθένης και Αριστέα Μαρκάκη. Οι εγγονοί, οι ανηψιοί. [431, 1920, 744, 2015]
deceased-name: ΜΑΡΙΑΣ ΚΑΣΤΕΛΛΙΑΝΑΚΗ [877, 1004, 1013, 1016]
memorial-title: ΑΡΧΙΕΡΑΤΙΚΟ ΜΝΗΜΟΣΥΝΟ [509, 121, 668, 163]
memorial-notice [73, 1944, 410, 2330]
relatives-list: και παρακαλούμε τους συγγενείς και φίλους να παραστούν. Ο σύζυγος: Γιώργος. Τα παιδιά: Γιεύλη, Γιάννης, Δημήτρης. Τα αδέλφια: Γεώργιος και Γεωργ. Στιβακτάκης, Γιάννης και Μαρία Πεναγιωτάκη. Τα ανίψια: Πέτρα - Μαρή Στιβακτάκη, Κώστας - Πηνελ. Χατζάκη. Σημ.: Καφές θα προσφερθεί στο Ζαχαρείο Κριτζά. [784, 1824, 1106, 1906]
classified-text: ΠΩΛΟΥΝΤΑΙ οικόπεδα εντός σχεδίου και επί της Λεωφ. Μοχός Κρήτης, πρόσοψη πλησίον Γυμνασίου ΤΑΛΩΣ, κατάλληλα και για επαγγελματική στέγη. Πληροφορίες τηλ. 280341. [952, 311, 1098, 388]
portrait-shoulders [876, 945, 1015, 999]
portrait-photo [859, 2024, 1032, 2184]
classified-text: ΠΩΛΕΙΤΑΙ επιχείρηση — Μαναβίκο. Τηλ. 256044 και σε απόγευμα 5—10 μ.μ. [1135, 653, 1265, 690]
classified-text: ΕΥΚΑΙΡΙΑ: Πωλείται οικία επί περιοχή Αρχιλάου, περιφέρεια Κριτσά, 4 κυρίων δωματίων, 100 τ.μ., πολύ υπερυψωμένη, με μεγάλη βεράντα, σαλοτραπεζαρία, 2 κρεβατοκάμαρες, κουζίνα, λουτρό κλπ. Βοηθητικούς χώρους. Πληροφορίες τηλέφωνο 222533. [1306, 1204, 1455, 1307]
classified-text: ΠΩΛΕΙΤΑΙ διαμέρισμα με 1,5 εκατομμύριο και τραπεζικό δάνειο 15ετούς λήξεως. Πληροφορίες τηλ. 283150 και 238139. [952, 398, 1102, 448]
portrait-head [907, 2044, 983, 2138]
classified-text: ΠΩΛΕΙΤΑΙ οικόπεδο 600 τ.μ. περίπου στη Μίλετο οικοδομήσιμο σε περιοχή θέση. Πληροφορίες στα τηλέφ. 225123 — 239101 (Ηρακλείου) και 0841/31732 (Μ.Λάτου μόνο Σαββατοκύριακο). [1306, 721, 1458, 798]
memorial-title: ΜΝΗΜΟΣΥΝΟ [511, 1637, 666, 1658]
classified-text: ΠΩΛΕΙΤΑΙ αγροτεμάχιο εκτάσεως 7 στρεμμάτων με πρόσοψη στην εθνική οδό Ηρακλείου - Αγ. Νικολάου στην περιφέρεια Προτρας Πεδιάδος, κατάλληλο και για εκμετάλλευση τουριστική. Τηλ. 285911. [1306, 331, 1445, 421]
classified-ad [1135, 1538, 1288, 1646]
classified-ad [778, 225, 936, 306]
classified-code: (Π 359) [1082, 498, 1112, 508]
deceased-title: Καθηγήτριας [914, 1809, 976, 1820]
portrait-photo [155, 1336, 328, 1496]
classified-ad [1306, 1312, 1459, 1394]
classified-text: ΠΩΛΕΙΤΑΙ αυτοκίνητο SEAT 127 LS, μοντέλο '77, σε πολύ καλή κατάσταση. Τηλ. 230617. [952, 116, 1110, 153]
classified-code: (Π 355) [906, 222, 936, 232]
classified-ad [1135, 574, 1288, 655]
classified-code: (Π 332) [1429, 276, 1459, 286]
masthead: «ΠΑΤΡΙΣ» [726, 63, 846, 87]
issue-date: Παρασκευή 17 Οκτωβρίου 1986 [69, 69, 267, 85]
